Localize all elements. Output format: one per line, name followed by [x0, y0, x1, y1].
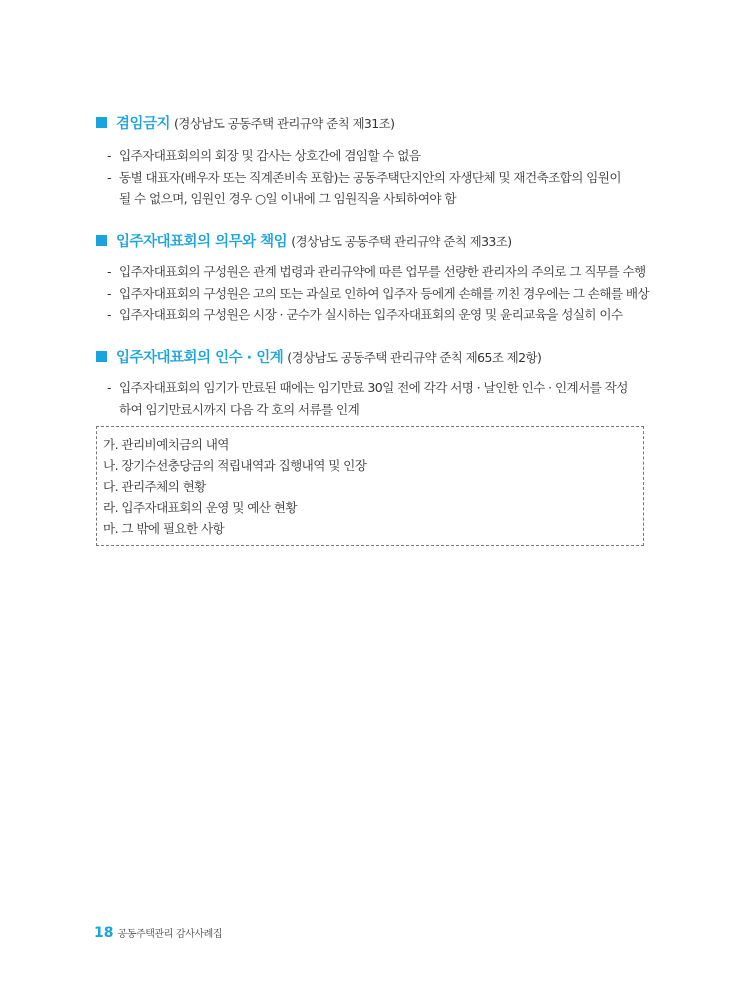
dash-bullet: -: [107, 169, 111, 185]
dash-bullet: -: [107, 307, 111, 322]
box-list-item: 마. 그 밖에 필요한 사항: [103, 521, 225, 536]
square-bullet-icon: [96, 351, 107, 362]
list-item-text: 입주자대표회의 구성원은 시장 · 군수가 실시하는 입주자대표회의 운영 및 윤리교육을 성실히 이수: [119, 307, 623, 322]
section-concurrent-prohibition: [96, 112, 652, 210]
list-item: [96, 304, 652, 326]
list-item-continuation: 하여 임기만료시까지 다음 각 호의 서류를 인계: [119, 401, 360, 417]
section-title: 입주자대표회의 의무와 책임: [116, 234, 288, 250]
box-list-item: 라. 입주자대표회의 운영 및 예산 현황: [103, 500, 297, 515]
book-title: 공동주택관리 감사사례집: [117, 929, 223, 940]
section-heading: [96, 230, 652, 251]
dash-bullet: -: [107, 264, 111, 279]
list-item-text: 입주자대표회의의 회장 및 감사는 상호간에 겸임할 수 없음: [119, 148, 421, 163]
list-item: [96, 167, 652, 189]
section-duties-responsibilities: [96, 230, 652, 326]
list-item-text: 입주자대표회의 구성원은 관계 법령과 관리규약에 따른 업무를 선량한 관리자의 주의로 그 직무를 수행: [119, 264, 646, 279]
box-list-item: 나. 장기수선충당금의 적립내역과 집행내역 및 인장: [103, 458, 367, 473]
section-handover: [96, 346, 652, 420]
section-subtitle: (경상남도 공동주택 관리규약 준칙 제33조): [291, 234, 512, 249]
box-list-item: 다. 관리주체의 현황: [103, 479, 206, 494]
list-item-text: 입주자대표회의 구성원은 고의 또는 과실로 인하여 입주자 등에게 손해를 끼친 경우에는 그 손해를 배상: [119, 285, 649, 301]
dash-bullet: -: [107, 380, 111, 395]
document-list-box: [96, 426, 644, 546]
dash-bullet: -: [107, 285, 111, 301]
section-subtitle: (경상남도 공동주택 관리규약 준칙 제65조 제2항): [287, 350, 542, 365]
list-item: [96, 261, 652, 283]
list-item-continuation: 될 수 없으며, 임원인 경우 ○일 이내에 그 임원직을 사퇴하여야 함: [119, 191, 456, 206]
section-heading: [96, 112, 652, 133]
section-heading: [96, 346, 652, 367]
box-list-item: 가. 관리비예치금의 내역: [103, 437, 229, 452]
section-subtitle: (경상남도 공동주택 관리규약 준칙 제31조): [174, 116, 395, 131]
list-item-text: 동별 대표자(배우자 또는 직계존비속 포함)는 공동주택단지안의 자생단체 및 재건축조합의 임원이: [119, 169, 621, 185]
page-number: 18: [94, 925, 114, 941]
list-item-text: 입주자대표회의 임기가 만료된 때에는 임기만료 30일 전에 각각 서명 · 날인한 인수 · 인계서를 작성: [119, 380, 628, 395]
square-bullet-icon: [96, 235, 107, 246]
list-item: [96, 145, 652, 167]
list-item: [96, 377, 652, 399]
page-footer: [94, 925, 222, 941]
square-bullet-icon: [96, 117, 107, 128]
list-item: [96, 283, 652, 305]
section-title: 겸임금지: [116, 116, 171, 132]
dash-bullet: -: [107, 148, 111, 163]
section-title: 입주자대표회의 인수 · 인계: [116, 350, 284, 366]
